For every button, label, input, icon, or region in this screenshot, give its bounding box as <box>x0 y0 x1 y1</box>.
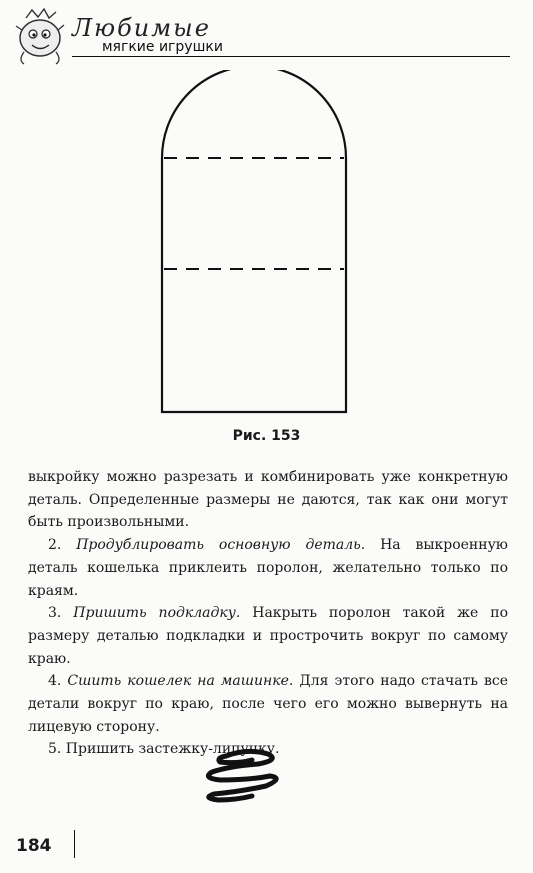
step-number: 4. <box>48 673 68 690</box>
step-number: 3. <box>48 605 74 622</box>
pattern-outline <box>162 70 346 412</box>
figure-caption: Рис. 153 <box>232 428 301 444</box>
step-text: Для этого надо стачать все детали вокруг по краю, после чего его можно вывернуть на лицевую сторону. <box>28 673 508 735</box>
step-number: 2. <box>48 537 77 554</box>
paragraph-1: выкройку можно разрезать и комбинировать уже конкретную деталь. Определенные размеры не даются, так как они могут быть произвольными. <box>28 469 508 531</box>
paragraph-3 <box>28 602 508 670</box>
page-number: 184 <box>16 836 52 856</box>
brand-script-title: Любимые <box>72 14 211 42</box>
scribble-ornament-icon <box>196 748 286 808</box>
paragraph-5: 5. Пришить застежку-липучку. <box>48 741 280 758</box>
page-number-rule <box>74 830 75 858</box>
paragraph-2 <box>28 534 508 602</box>
header-rule <box>72 56 510 57</box>
step-title: Продублировать основную деталь. <box>76 537 366 554</box>
paragraph-4 <box>28 670 508 738</box>
page-header <box>0 0 533 70</box>
step-title: Сшить кошелек на машинке. <box>67 673 294 690</box>
mascot-icon <box>12 8 68 66</box>
body-text <box>28 466 508 761</box>
step-title: Пришить подкладку. <box>73 605 241 622</box>
pattern-figure <box>0 70 533 430</box>
step-text: Накрыть поролон такой же по размеру деталью подкладки и прострочить вокруг по самому краю. <box>28 605 509 667</box>
brand-subtitle: мягкие игрушки <box>102 39 223 55</box>
step-text: На выкроенную деталь кошелька приклеить поролон, желательно только по краям. <box>28 537 508 599</box>
